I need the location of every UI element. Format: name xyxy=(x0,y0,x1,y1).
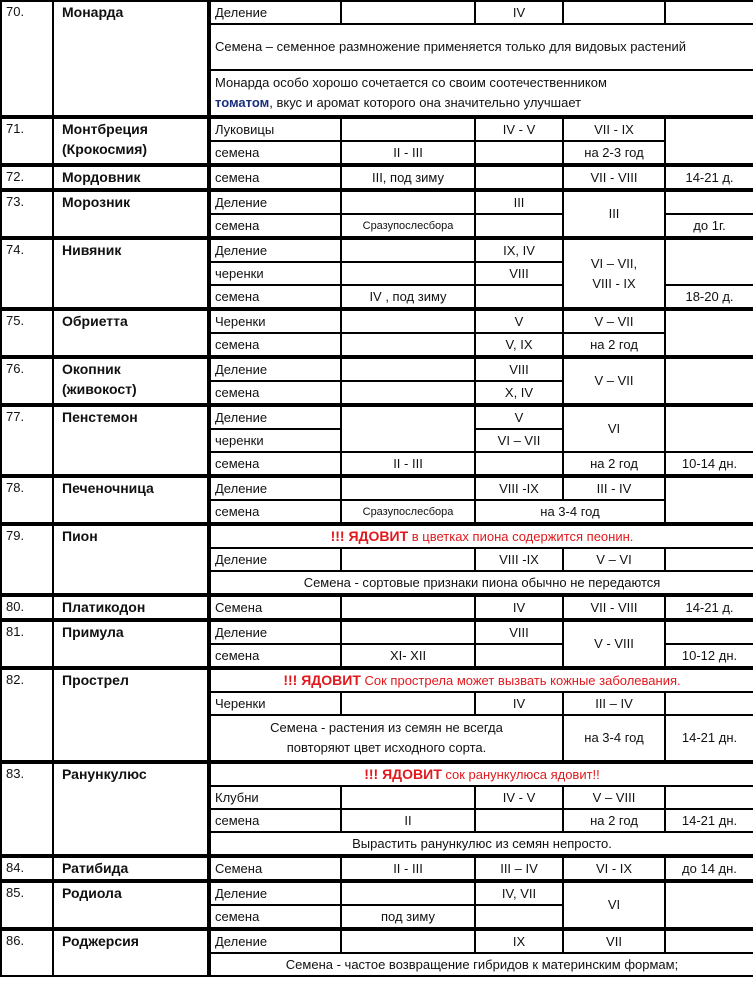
note-text: Монарда особо хорошо сочетается со своим соотечественником xyxy=(215,75,607,90)
value-cell: XI- XII xyxy=(341,644,475,668)
value-cell xyxy=(341,595,475,620)
entry-group xyxy=(1,476,753,524)
value-cell: до 14 дн. xyxy=(665,856,753,881)
value-cell xyxy=(665,929,753,953)
value-cell: VII - VIII xyxy=(563,595,665,620)
table-row xyxy=(1,476,753,500)
method-cell: семена xyxy=(209,644,341,668)
method-cell: семена xyxy=(209,333,341,357)
value-cell: V – VI xyxy=(563,548,665,571)
method-cell: Деление xyxy=(209,190,341,214)
value-cell: VIII xyxy=(475,620,563,644)
entry-number: 73. xyxy=(1,190,53,238)
value-cell xyxy=(665,357,753,405)
value-cell: V xyxy=(475,309,563,333)
value-cell: VI – VII, VIII - IX xyxy=(563,238,665,309)
entry-group xyxy=(1,117,753,165)
table-row xyxy=(1,524,753,548)
entry-group xyxy=(1,1,753,117)
value-cell xyxy=(665,117,753,165)
value-cell: V xyxy=(475,405,563,429)
table-row xyxy=(1,117,753,141)
entry-number: 84. xyxy=(1,856,53,881)
value-cell xyxy=(475,285,563,309)
entry-number: 74. xyxy=(1,238,53,309)
value-cell: на 2 год xyxy=(563,333,665,357)
entry-number: 82. xyxy=(1,668,53,762)
method-cell: семена xyxy=(209,141,341,165)
entry-number: 80. xyxy=(1,595,53,620)
table-row xyxy=(1,668,753,692)
note-text: Сок прострела может вызвать кожные заболевания. xyxy=(360,673,681,688)
method-cell: семена xyxy=(209,500,341,524)
entry-group xyxy=(1,405,753,476)
value-cell xyxy=(341,881,475,905)
value-cell xyxy=(665,881,753,929)
entry-group xyxy=(1,190,753,238)
entry-number: 77. xyxy=(1,405,53,476)
method-cell: семена xyxy=(209,214,341,238)
note-cell: Вырастить ранункулюс из семян непросто. xyxy=(209,832,753,856)
method-cell: семена xyxy=(209,905,341,929)
emphasis-text: !!! ЯДОВИТ xyxy=(364,766,442,782)
value-cell: на 3-4 год xyxy=(563,715,665,762)
entry-number: 79. xyxy=(1,524,53,595)
value-cell: V - VIII xyxy=(563,620,665,668)
value-cell: на 2 год xyxy=(563,809,665,832)
entry-group xyxy=(1,881,753,929)
emphasis-text: !!! ЯДОВИТ xyxy=(283,672,361,688)
table-row xyxy=(1,309,753,333)
method-cell: Клубни xyxy=(209,786,341,809)
value-cell xyxy=(341,117,475,141)
value-cell xyxy=(475,165,563,190)
plant-name: Платикодон xyxy=(53,595,209,620)
table-row xyxy=(1,620,753,644)
value-cell: II xyxy=(341,809,475,832)
value-cell xyxy=(341,309,475,333)
value-cell: III xyxy=(563,190,665,238)
value-cell xyxy=(341,692,475,715)
value-cell: III, под зиму xyxy=(341,165,475,190)
table-row xyxy=(1,929,753,953)
value-cell xyxy=(341,357,475,381)
method-cell: Деление xyxy=(209,357,341,381)
value-cell: IX, IV xyxy=(475,238,563,262)
method-cell: семена xyxy=(209,809,341,832)
entry-group xyxy=(1,165,753,190)
value-cell: VI – VII xyxy=(475,429,563,452)
value-cell: VI - IX xyxy=(563,856,665,881)
plant-name: Роджерсия xyxy=(53,929,209,976)
value-cell: IV xyxy=(475,595,563,620)
table-row xyxy=(1,1,753,24)
value-cell: IV, VII xyxy=(475,881,563,905)
entry-number: 76. xyxy=(1,357,53,405)
entry-number: 70. xyxy=(1,1,53,117)
method-cell: черенки xyxy=(209,429,341,452)
entry-group xyxy=(1,929,753,976)
table-row xyxy=(1,595,753,620)
entry-group xyxy=(1,524,753,595)
value-cell xyxy=(563,1,665,24)
value-cell: III – IV xyxy=(563,692,665,715)
value-cell: II - III xyxy=(341,452,475,476)
value-cell xyxy=(475,141,563,165)
value-cell: 10-12 дн. xyxy=(665,644,753,668)
method-cell: черенки xyxy=(209,262,341,285)
value-cell: VIII -IX xyxy=(475,548,563,571)
value-cell: VII - VIII xyxy=(563,165,665,190)
entry-number: 85. xyxy=(1,881,53,929)
value-cell: III – IV xyxy=(475,856,563,881)
plant-name: Печеночница xyxy=(53,476,209,524)
entry-group xyxy=(1,309,753,357)
value-cell: Сразупослесбора xyxy=(341,214,475,238)
value-cell: III - IV xyxy=(563,476,665,500)
method-cell: Семена xyxy=(209,856,341,881)
value-cell xyxy=(665,1,753,24)
table-row xyxy=(1,238,753,262)
method-cell: Деление xyxy=(209,476,341,500)
note-cell: Семена - сортовые признаки пиона обычно не передаются xyxy=(209,571,753,595)
value-cell: до 1г. xyxy=(665,214,753,238)
value-cell xyxy=(341,786,475,809)
value-cell xyxy=(341,238,475,262)
value-cell: на 2 год xyxy=(563,452,665,476)
method-cell: семена xyxy=(209,165,341,190)
table-row xyxy=(1,165,753,190)
note-cell: Семена - растения из семян не всегда повторяют цвет исходного сорта. xyxy=(209,715,563,762)
method-cell: семена xyxy=(209,381,341,405)
value-cell xyxy=(341,333,475,357)
entry-group xyxy=(1,238,753,309)
value-cell xyxy=(475,905,563,929)
warning-note xyxy=(209,762,753,786)
note-text: в цветках пиона содержится пеонин. xyxy=(408,529,634,544)
entry-group xyxy=(1,762,753,856)
method-cell: Черенки xyxy=(209,692,341,715)
value-cell: II - III xyxy=(341,141,475,165)
value-cell: VIII xyxy=(475,357,563,381)
value-cell xyxy=(341,262,475,285)
value-cell: V, IX xyxy=(475,333,563,357)
value-cell: 18-20 д. xyxy=(665,285,753,309)
value-cell: V – VIII xyxy=(563,786,665,809)
value-cell xyxy=(341,190,475,214)
value-cell xyxy=(665,476,753,524)
note-cell xyxy=(209,70,753,117)
method-cell: Луковицы xyxy=(209,117,341,141)
plant-name: Мордовник xyxy=(53,165,209,190)
value-cell: на 2-3 год xyxy=(563,141,665,165)
note-text: сок ранункулюса ядовит!! xyxy=(441,767,600,782)
method-cell: Деление xyxy=(209,881,341,905)
value-cell: V – VII xyxy=(563,309,665,333)
value-cell xyxy=(341,1,475,24)
table-row xyxy=(1,190,753,214)
plant-name: Нивяник xyxy=(53,238,209,309)
value-cell xyxy=(665,620,753,644)
value-cell: IV xyxy=(475,1,563,24)
entry-group xyxy=(1,668,753,762)
value-cell: IV - V xyxy=(475,786,563,809)
value-cell: Сразупослесбора xyxy=(341,500,475,524)
method-cell: Деление xyxy=(209,405,341,429)
plant-name: Монтбреция (Крокосмия) xyxy=(53,117,209,165)
value-cell xyxy=(341,405,475,452)
value-cell xyxy=(341,620,475,644)
plant-name: Обриетта xyxy=(53,309,209,357)
method-cell: семена xyxy=(209,285,341,309)
value-cell: IX xyxy=(475,929,563,953)
entry-number: 83. xyxy=(1,762,53,856)
value-cell: VII - IX xyxy=(563,117,665,141)
value-cell: 14-21 д. xyxy=(665,595,753,620)
method-cell: Деление xyxy=(209,238,341,262)
value-cell xyxy=(665,786,753,809)
entry-group xyxy=(1,856,753,881)
entry-number: 81. xyxy=(1,620,53,668)
method-cell: Деление xyxy=(209,1,341,24)
entry-number: 71. xyxy=(1,117,53,165)
emphasis-text: !!! ЯДОВИТ xyxy=(330,528,409,544)
plant-name: Пенстемон xyxy=(53,405,209,476)
table-row xyxy=(1,357,753,381)
value-cell xyxy=(475,214,563,238)
method-cell: Семена xyxy=(209,595,341,620)
value-cell: IV xyxy=(475,692,563,715)
value-cell: 14-21 дн. xyxy=(665,715,753,762)
value-cell: под зиму xyxy=(341,905,475,929)
value-cell xyxy=(665,405,753,452)
value-cell: на 3-4 год xyxy=(475,500,665,524)
method-cell: Деление xyxy=(209,548,341,571)
value-cell: IV , под зиму xyxy=(341,285,475,309)
plant-name: Монарда xyxy=(53,1,209,117)
value-cell xyxy=(665,238,753,285)
table-row xyxy=(1,856,753,881)
plant-name: Окопник (живокост) xyxy=(53,357,209,405)
emphasis-text: томатом xyxy=(215,95,270,110)
value-cell xyxy=(475,809,563,832)
table-row xyxy=(1,881,753,905)
value-cell: VIII -IX xyxy=(475,476,563,500)
value-cell xyxy=(665,548,753,571)
note-text: , вкус и аромат которого она значительно улучшает xyxy=(269,95,582,110)
warning-note xyxy=(209,524,753,548)
plant-name: Родиола xyxy=(53,881,209,929)
warning-note xyxy=(209,668,753,692)
value-cell: VII xyxy=(563,929,665,953)
entry-number: 86. xyxy=(1,929,53,976)
value-cell: 14-21 д. xyxy=(665,165,753,190)
value-cell: VI xyxy=(563,405,665,452)
value-cell: 10-14 дн. xyxy=(665,452,753,476)
value-cell xyxy=(341,381,475,405)
value-cell: VIII xyxy=(475,262,563,285)
note-cell: Семена – семенное размножение применяется только для видовых растений xyxy=(209,24,753,70)
plant-name: Ратибида xyxy=(53,856,209,881)
value-cell: V – VII xyxy=(563,357,665,405)
entry-group xyxy=(1,357,753,405)
value-cell xyxy=(475,644,563,668)
value-cell: III xyxy=(475,190,563,214)
value-cell: 14-21 дн. xyxy=(665,809,753,832)
method-cell: Деление xyxy=(209,620,341,644)
plant-name: Пион xyxy=(53,524,209,595)
note-cell: Семена - частое возвращение гибридов к материнским формам; xyxy=(209,953,753,976)
entry-group xyxy=(1,620,753,668)
entry-number: 75. xyxy=(1,309,53,357)
value-cell xyxy=(665,309,753,357)
value-cell xyxy=(341,476,475,500)
value-cell xyxy=(341,929,475,953)
value-cell xyxy=(475,452,563,476)
method-cell: семена xyxy=(209,452,341,476)
table-row xyxy=(1,762,753,786)
entry-number: 78. xyxy=(1,476,53,524)
value-cell xyxy=(665,692,753,715)
plant-name: Ранункулюс xyxy=(53,762,209,856)
value-cell: VI xyxy=(563,881,665,929)
table-row xyxy=(1,405,753,429)
method-cell: Деление xyxy=(209,929,341,953)
value-cell: X, IV xyxy=(475,381,563,405)
method-cell: Черенки xyxy=(209,309,341,333)
entry-number: 72. xyxy=(1,165,53,190)
plant-name: Примула xyxy=(53,620,209,668)
value-cell xyxy=(665,190,753,214)
value-cell: II - III xyxy=(341,856,475,881)
plant-name: Прострел xyxy=(53,668,209,762)
value-cell xyxy=(341,548,475,571)
entry-group xyxy=(1,595,753,620)
plant-name: Морозник xyxy=(53,190,209,238)
value-cell: IV - V xyxy=(475,117,563,141)
